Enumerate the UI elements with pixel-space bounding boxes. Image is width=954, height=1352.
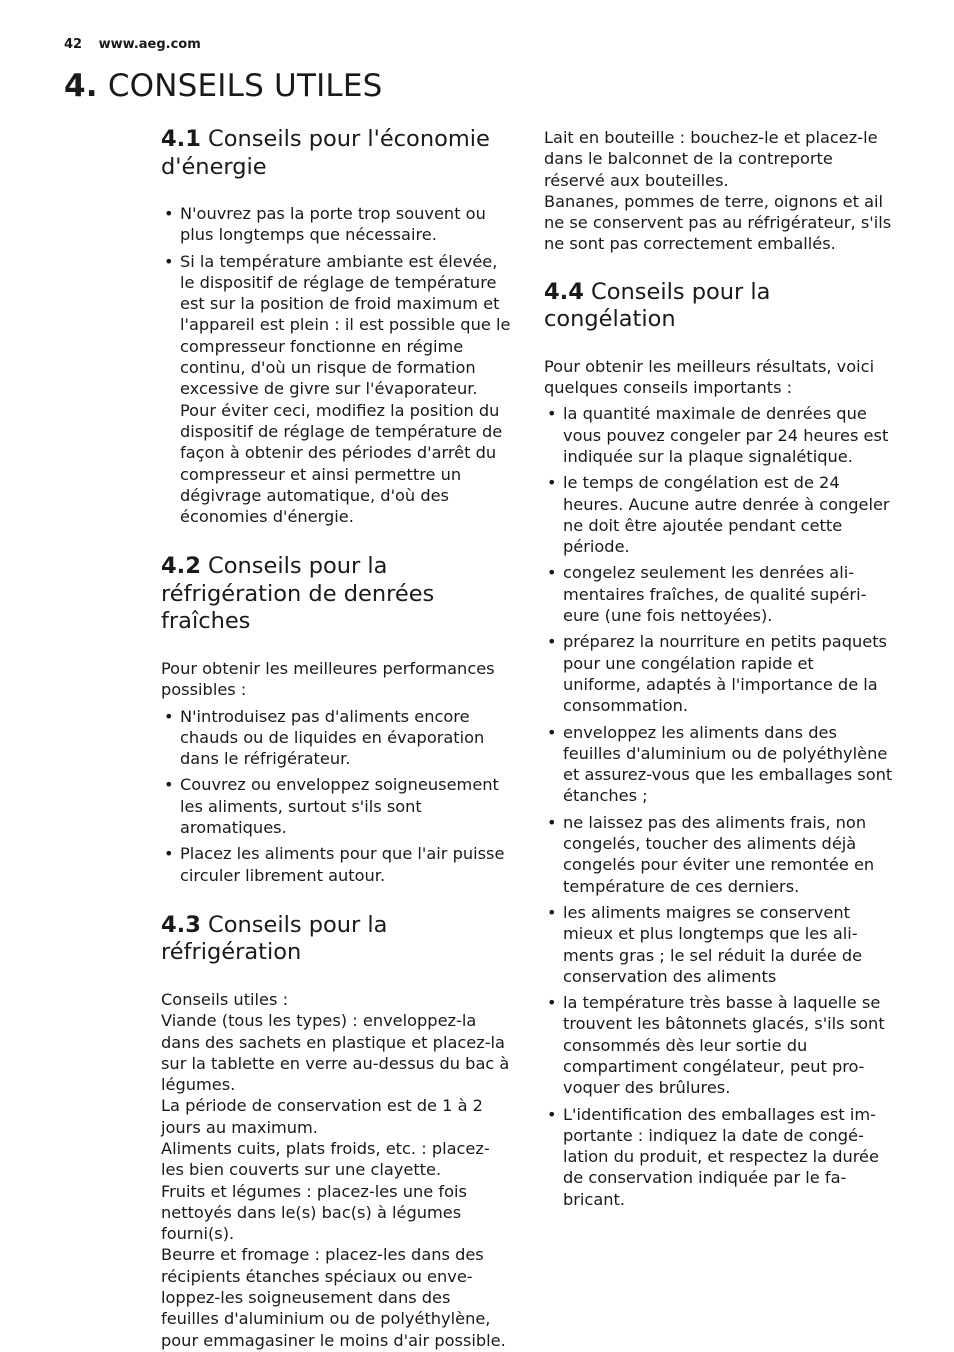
list-item: • Couvrez ou enveloppez soigneusement les aliments, surtout s'ils sont aromatiques.: [161, 774, 511, 838]
section-heading: [544, 279, 896, 334]
section-number: 4.4: [544, 278, 584, 305]
paragraph: Conseils utiles :: [161, 989, 289, 1009]
right-column: [544, 127, 896, 1215]
list-item: • les aliments maigres se conservent mieux et plus longtemps que les aliments gras ; le sel réduit la durée de conservation des aliments: [544, 902, 896, 987]
bullet-list: [161, 203, 511, 527]
header-url[interactable]: www.aeg.com: [98, 37, 201, 52]
list-item: • N'ouvrez pas la porte trop souvent ou plus longtemps que nécessaire.: [161, 203, 511, 246]
section-number: 4.2: [161, 553, 201, 580]
paragraph: Viande (tous les types) : enveloppez-la dans des sachets en plastique et placez-la sur la tablette en verre au-dessus du bac à légumes.: [161, 1011, 510, 1095]
bullet-list: [544, 403, 896, 1210]
paragraph: Fruits et légumes : placez-les une fois nettoyés dans le(s) bac(s) à légumes fourni(s).: [161, 1181, 467, 1244]
section-title: Conseils pour la réfrigération: [161, 911, 388, 966]
bullet-list: [161, 706, 511, 886]
section-4-3: [161, 912, 511, 1351]
left-column: [161, 126, 511, 1351]
chapter-title: [64, 68, 383, 104]
list-item: • ne laissez pas des aliments frais, non congelés, toucher des aliments déjà congelés pour éviter une remontée en température de ces derniers.: [544, 812, 896, 897]
list-item: • L'identification des emballages est importante : indiquez la date de congélation du produit, et respectez la durée de conservation indiquée par le fabricant.: [544, 1104, 896, 1210]
paragraph: La période de conservation est de 1 à 2 jours au maximum.: [161, 1096, 483, 1137]
list-item: • congelez seulement les denrées alimentaires fraîches, de qualité supérieure (une fois nettoyées).: [544, 562, 896, 626]
list-item: • la température très basse à laquelle se trouvent les bâtonnets glacés, s'ils sont consommés dès leur sortie du compartiment congélateur, peut provoquer des brûlures.: [544, 992, 896, 1098]
list-item: • le temps de congélation est de 24 heures. Aucune autre denrée à congeler ne doit être ajoutée pendant cette période.: [544, 472, 896, 557]
list-item: • préparez la nourriture en petits paquets pour une congélation rapide et uniforme, adaptés à l'importance de la consommation.: [544, 631, 896, 716]
paragraph: Lait en bouteille : bouchez-le et placez-le dans le balconnet de la contreporte réservé aux bouteilles.: [544, 128, 878, 190]
paragraph: Beurre et fromage : placez-les dans des récipients étanches spéciaux ou enveloppez-les soigneusement dans des feuilles d'aluminium ou de polyéthylène, pour emmagasiner le moins d'air possible.: [161, 1245, 506, 1350]
list-item: • Placez les aliments pour que l'air puisse circuler librement autour.: [161, 843, 511, 886]
section-intro: Pour obtenir les meilleures performances possibles :: [161, 658, 495, 700]
page-header: [64, 37, 201, 52]
section-title: Conseils pour la congélation: [544, 278, 771, 333]
section-number: 4.1: [161, 126, 201, 152]
list-item: • N'introduisez pas d'aliments encore chauds ou de liquides en évaporation dans le réfrigérateur.: [161, 706, 511, 770]
section-title: Conseils pour la réfrigération de denrées fraîches: [161, 553, 435, 635]
list-item: • enveloppez les aliments dans des feuilles d'aluminium ou de polyéthylène et assurez-vous que les emballages sont étanches ;: [544, 722, 896, 807]
section-number: 4.3: [161, 911, 201, 938]
chapter-title-text: CONSEILS UTILES: [107, 68, 383, 104]
list-item: • la quantité maximale de denrées que vous pouvez congeler par 24 heures est indiquée sur la plaque signalétique.: [544, 403, 896, 467]
paragraph: Aliments cuits, plats froids, etc. : placez-les bien couverts sur une clayette.: [161, 1139, 490, 1180]
section-heading: [161, 553, 511, 636]
section-title: Conseils pour l'économie d'énergie: [161, 126, 490, 180]
section-4-4: [544, 279, 896, 1210]
section-intro: Pour obtenir les meilleurs résultats, voici quelques conseils importants :: [544, 356, 875, 398]
section-heading: [161, 912, 511, 967]
chapter-number: 4.: [64, 68, 98, 104]
page-number: 42: [64, 37, 83, 52]
paragraph: Bananes, pommes de terre, oignons et ail ne se conservent pas au réfrigérateur, s'ils ne sont pas correctement emballés.: [544, 191, 892, 254]
section-4-1: [161, 126, 511, 527]
list-item: • Si la température ambiante est élevée, le dispositif de réglage de température est sur la position de froid maximum et l'appareil est plein : il est possible que le compresseur fonctionne en régime continu, d'où un risque de formation excessive de givre sur l'évaporateur. Pour éviter ceci, modifiez la position du dispositif de réglage de température de façon à obtenir des périodes d'arrêt du compresseur et ainsi permettre un dégivrage automatique, d'où des économies d'énergie.: [161, 251, 511, 528]
section-4-2: [161, 553, 511, 885]
section-heading: [161, 126, 511, 181]
